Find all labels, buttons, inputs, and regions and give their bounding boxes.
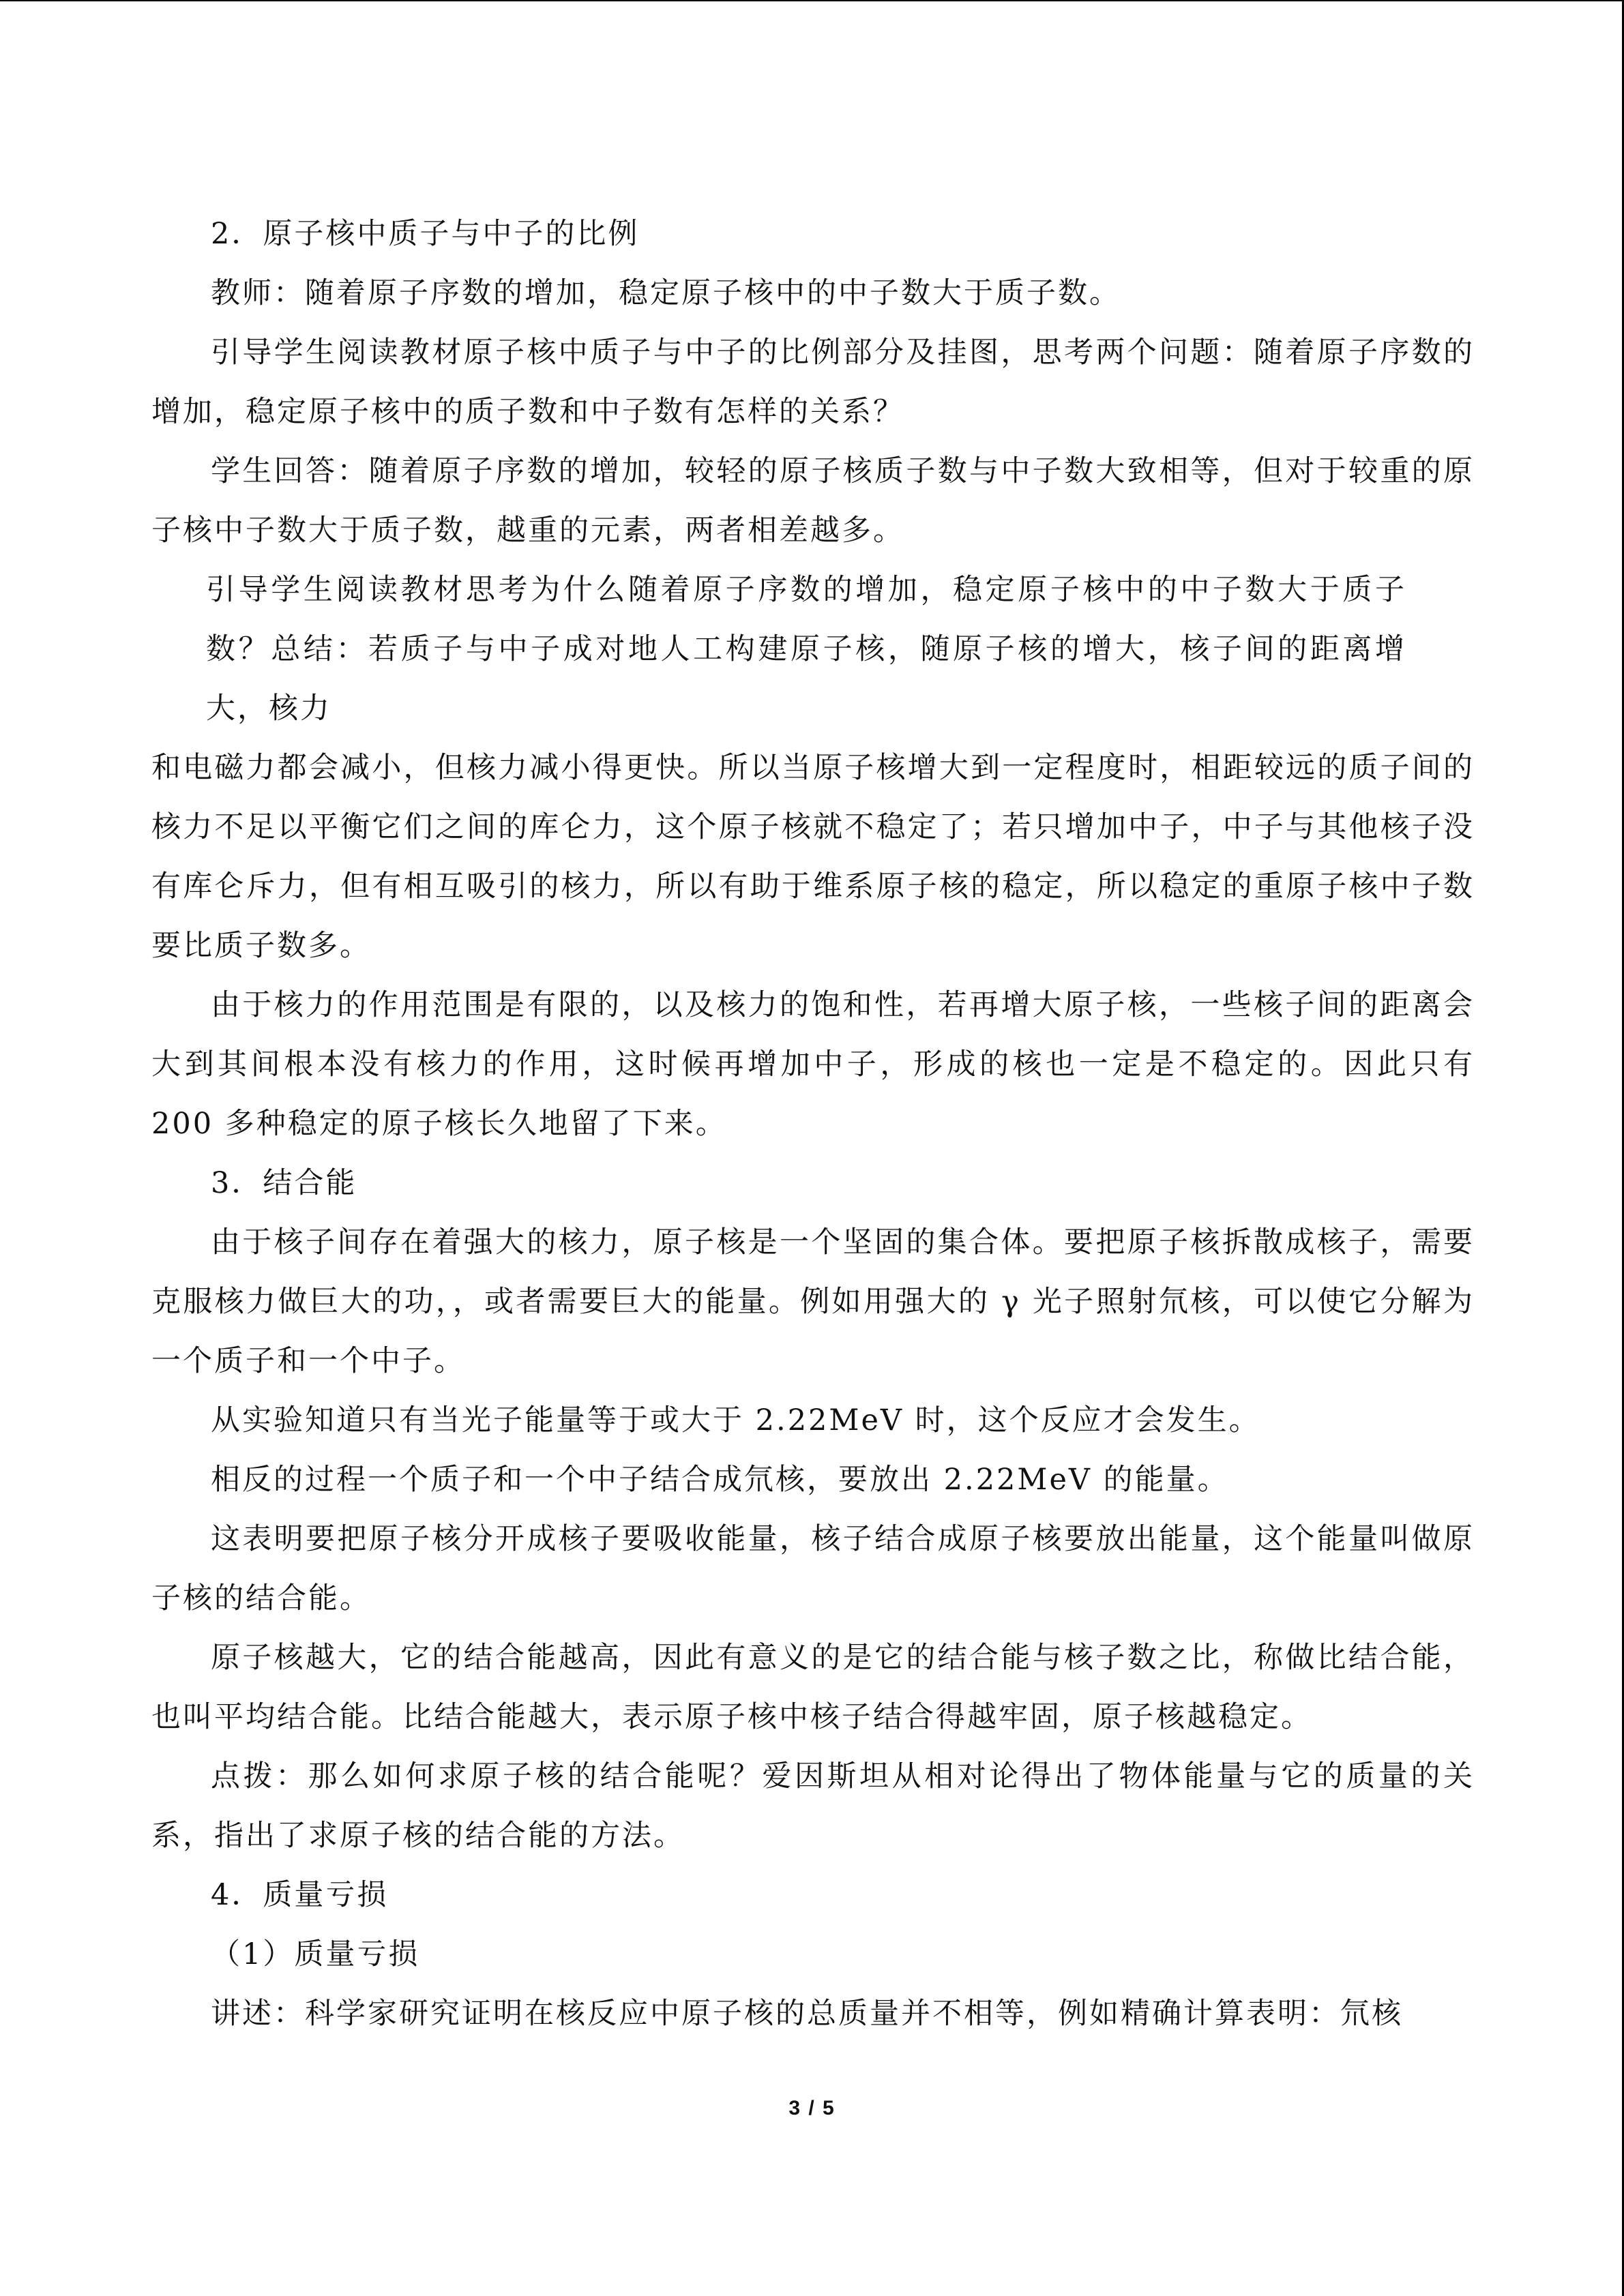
paragraph: 这表明要把原子核分开成核子要吸收能量，核子结合成原子核要放出能量，这个能量叫做原子核的结合能。 — [151, 1522, 1475, 1615]
document-body — [151, 205, 1475, 2044]
paragraph: 点拨：那么如何求原子核的结合能呢？爱因斯坦从相对论得出了物体能量与它的质量的关系，指出了求原子核的结合能的方法。 — [151, 1759, 1475, 1853]
page-border-top — [0, 0, 1624, 1]
section-heading-mass-defect: 4．质量亏损 — [211, 1878, 389, 1912]
paragraph: 引导学生阅读教材原子核中质子与中子的比例部分及挂图，思考两个问题：随着原子序数的增加，稳定原子核中的质子数和中子数有怎样的关系？ — [151, 336, 1475, 429]
paragraph: 从实验知道只有当光子能量等于或大于 2.22MeV 时，这个反应才会发生。 — [211, 1403, 1260, 1437]
page-number: 3 / 5 — [788, 2097, 836, 2119]
section-heading-binding-energy: 3．结合能 — [211, 1166, 357, 1200]
paragraph: 引导学生阅读教材思考为什么随着原子序数的增加，稳定原子核中的中子数大于质子数？总结：若质子与中子成对地人工构建原子核，随原子核的增大，核子间的距离增大，核力 — [206, 573, 1406, 726]
paragraph: 由于核子间存在着强大的核力，原子核是一个坚固的集合体。要把原子核拆散成核子，需要克服核力做巨大的功，，或者需要巨大的能量。例如用强大的 γ 光子照射氘核，可以使它分解为一个质子和一个中子。 — [151, 1225, 1475, 1378]
paragraph: 相反的过程一个质子和一个中子结合成氘核，要放出 2.22MeV 的能量。 — [211, 1463, 1229, 1497]
paragraph: 由于核力的作用范围是有限的，以及核力的饱和性，若再增大原子核，一些核子间的距离会大到其间根本没有核力的作用，这时候再增加中子，形成的核也一定是不稳定的。因此只有 200 多种稳定的原子核长久地留了下来。 — [151, 988, 1475, 1141]
subsection-heading-mass-defect: （1）质量亏损 — [211, 1937, 420, 1971]
paragraph: 讲述：科学家研究证明在核反应中原子核的总质量并不相等，例如精确计算表明：氘核 — [211, 1997, 1403, 2031]
section-heading-ratio: 2．原子核中质子与中子的比例 — [211, 217, 640, 251]
paragraph: 原子核越大，它的结合能越高，因此有意义的是它的结合能与核子数之比，称做比结合能，也叫平均结合能。比结合能越大，表示原子核中核子结合得越牢固，原子核越稳定。 — [151, 1641, 1475, 1734]
paragraph: 和电磁力都会减小，但核力减小得更快。所以当原子核增大到一定程度时，相距较远的质子间的核力不足以平衡它们之间的库仑力，这个原子核就不稳定了；若只增加中子，中子与其他核子没有库仑斥力，但有相互吸引的核力，所以有助于维系原子核的稳定，所以稳定的重原子核中子数要比质子数多。 — [151, 751, 1475, 963]
paragraph: 教师：随着原子序数的增加，稳定原子核中的中子数大于质子数。 — [211, 276, 1121, 310]
paragraph: 学生回答：随着原子序数的增加，较轻的原子核质子数与中子数大致相等，但对于较重的原子核中子数大于质子数，越重的元素，两者相差越多。 — [151, 454, 1475, 548]
